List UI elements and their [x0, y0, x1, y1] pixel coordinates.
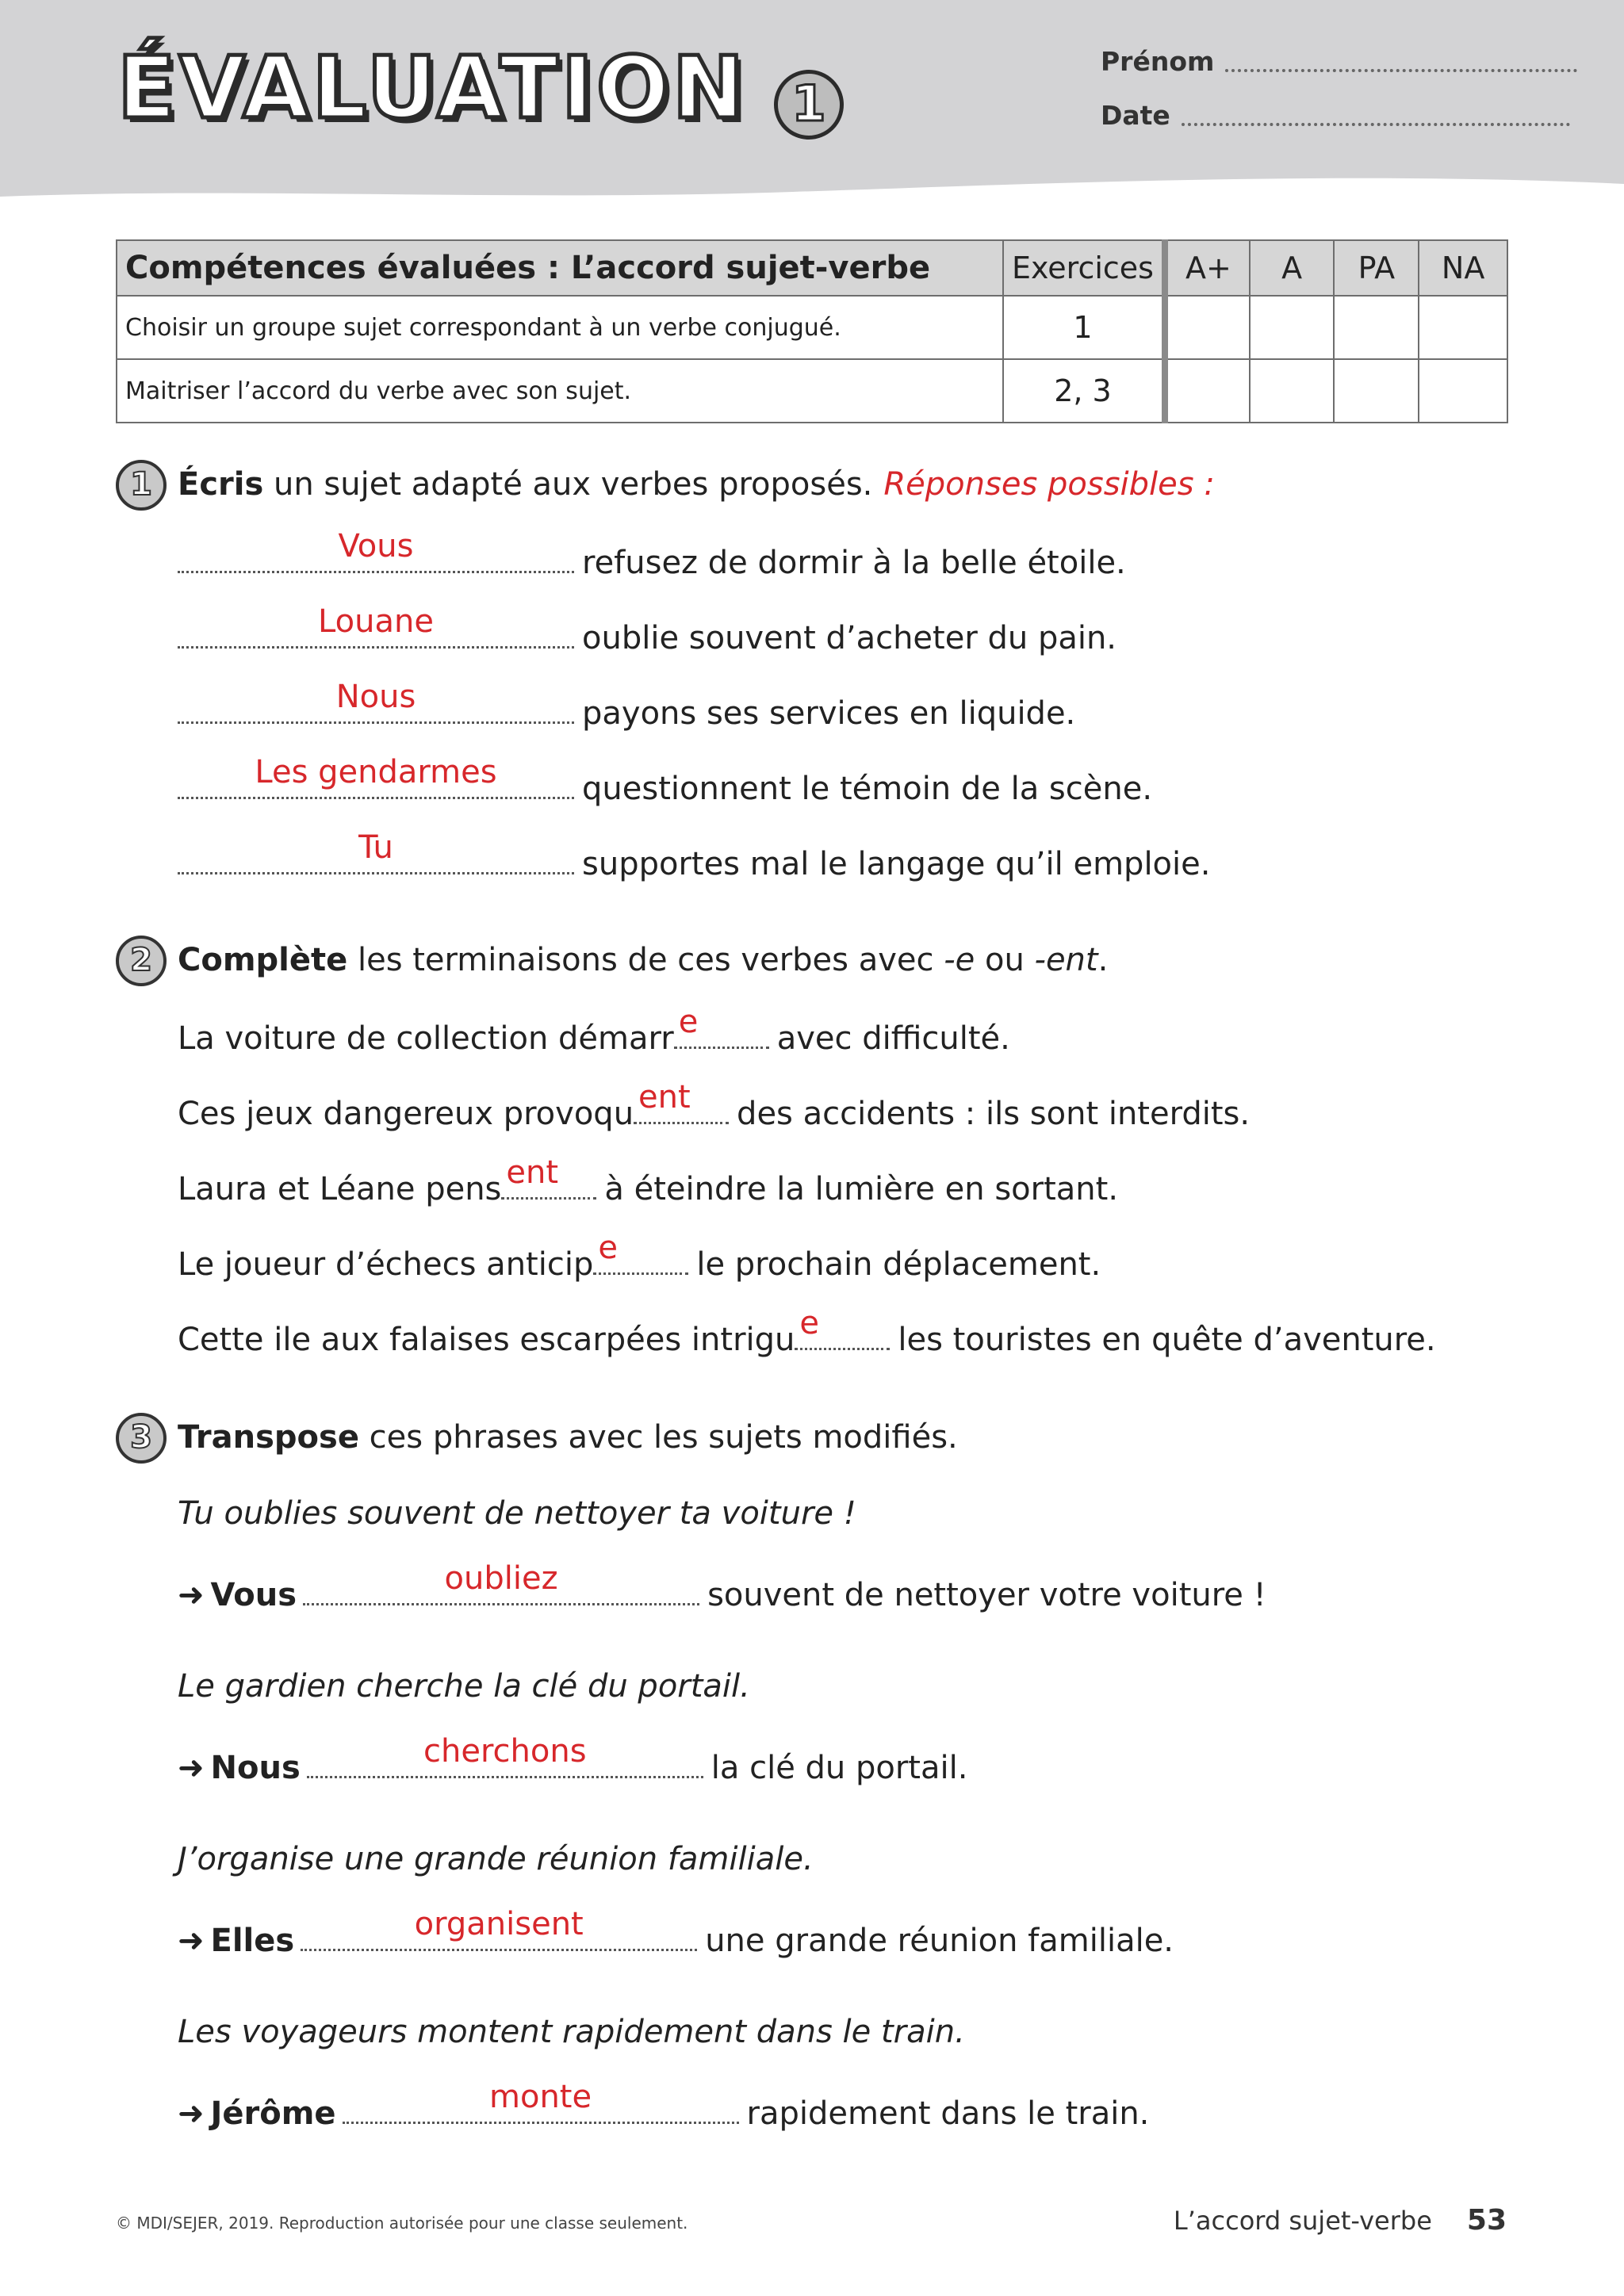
exercise-1-item	[178, 829, 1211, 882]
original-sentence: Les voyageurs montent rapidement dans le train.	[178, 2014, 965, 2050]
original-sentence: Le gardien cherche la clé du portail.	[178, 1668, 750, 1705]
exercise-2-item	[178, 1154, 1119, 1207]
answer-text: monte	[489, 2079, 592, 2115]
arrow-icon: ➜	[178, 2095, 205, 2132]
answer-blank[interactable]	[178, 603, 574, 649]
answer-text: Vous	[338, 528, 414, 564]
sentence-rest: le prochain déplacement.	[696, 1246, 1101, 1283]
ending-answer: ent	[506, 1154, 559, 1191]
option-ent: -ent	[1034, 942, 1098, 978]
ending-blank[interactable]	[674, 1004, 769, 1049]
exercise-1-item	[178, 754, 1153, 807]
level-cell[interactable]	[1334, 359, 1419, 423]
ending-answer: ent	[638, 1079, 691, 1115]
sentence-rest: oublie souvent d’acheter du pain.	[582, 620, 1117, 656]
evaluation-number-badge: 1	[774, 70, 844, 140]
answer-text: cherchons	[423, 1733, 587, 1770]
answer-blank[interactable]	[178, 829, 574, 874]
answer-text: organisent	[414, 1906, 584, 1942]
level-cell[interactable]	[1419, 359, 1507, 423]
exercise-2-item	[178, 1230, 1101, 1283]
exercise-2-text: les terminaisons de ces verbes avec	[347, 942, 944, 978]
exercise-3-item	[178, 1560, 1266, 1613]
exercise-2-keyword: Complète	[178, 942, 348, 978]
competence-skill: Choisir un groupe sujet correspondant à un verbe conjugué.	[117, 296, 1003, 359]
answer-blank[interactable]	[178, 754, 574, 799]
copyright: © MDI/SEJER, 2019. Reproduction autorisée pour une classe seulement.	[116, 2214, 688, 2233]
ending-blank[interactable]	[501, 1154, 596, 1200]
sentence-rest: avec difficulté.	[776, 1020, 1010, 1057]
sentence-rest: une grande réunion familiale.	[705, 1923, 1174, 1959]
ending-answer: e	[598, 1230, 618, 1266]
date-label: Date	[1101, 100, 1170, 131]
new-subject: Elles	[210, 1923, 295, 1959]
answer-text: Tu	[358, 829, 393, 866]
answer-text: oubliez	[444, 1560, 558, 1597]
sentence-rest: refusez de dormir à la belle étoile.	[582, 545, 1126, 581]
verb-stem: Ces jeux dangereux provoqu	[178, 1096, 634, 1132]
answer-text: Nous	[335, 679, 416, 715]
exercices-header: Exercices	[1003, 240, 1165, 296]
date-blank[interactable]	[1182, 123, 1570, 126]
sentence-rest: des accidents : ils sont interdits.	[737, 1096, 1251, 1132]
level-cell[interactable]	[1334, 296, 1419, 359]
competence-row	[117, 296, 1507, 359]
arrow-icon: ➜	[178, 1577, 205, 1613]
ending-answer: e	[799, 1305, 819, 1341]
exercise-3-keyword: Transpose	[178, 1419, 359, 1456]
exercise-2-or: ou	[975, 942, 1035, 978]
exercise-2-end: .	[1097, 942, 1109, 978]
verb-stem: La voiture de collection démarr	[178, 1020, 674, 1057]
prenom-blank[interactable]	[1225, 69, 1577, 72]
verb-stem: Laura et Léane pens	[178, 1171, 502, 1207]
verb-stem: Cette ile aux falaises escarpées intrigu	[178, 1322, 795, 1358]
level-pa-header: PA	[1334, 240, 1419, 296]
sentence-rest: la clé du portail.	[710, 1750, 968, 1786]
exercise-3-instruction	[178, 1419, 958, 1456]
level-na-header: NA	[1419, 240, 1507, 296]
exercise-3-text: ces phrases avec les sujets modifiés.	[358, 1419, 958, 1456]
competence-exercices: 1	[1003, 296, 1165, 359]
exercise-1-item	[178, 603, 1117, 656]
section-name: L’accord sujet-verbe	[1173, 2206, 1432, 2236]
sentence-rest: questionnent le témoin de la scène.	[582, 771, 1153, 807]
arrow-icon: ➜	[178, 1750, 205, 1786]
level-cell[interactable]	[1165, 296, 1250, 359]
sentence-rest: payons ses services en liquide.	[582, 695, 1076, 732]
ending-blank[interactable]	[634, 1079, 729, 1124]
sentence-rest: à éteindre la lumière en sortant.	[604, 1171, 1119, 1207]
option-e: -e	[944, 942, 975, 978]
prenom-field[interactable]	[1101, 46, 1577, 77]
level-cell[interactable]	[1165, 359, 1250, 423]
exercise-3-badge: 3	[116, 1413, 167, 1464]
competence-skill: Maitriser l’accord du verbe avec son sujet.	[117, 359, 1003, 423]
answer-blank[interactable]	[307, 1733, 703, 1778]
exercise-2-instruction	[178, 942, 1108, 978]
answer-text: Louane	[318, 603, 434, 640]
new-subject: Jérôme	[210, 2095, 336, 2132]
original-sentence: Tu oublies souvent de nettoyer ta voiture !	[178, 1495, 856, 1532]
verb-stem: Le joueur d’échecs anticip	[178, 1246, 594, 1283]
answer-blank[interactable]	[178, 679, 574, 724]
exercise-1-badge: 1	[116, 460, 167, 511]
competences-table	[116, 239, 1508, 423]
page-footer	[1174, 2204, 1507, 2237]
page-title: ÉVALUATION	[117, 39, 748, 138]
prenom-label: Prénom	[1101, 46, 1215, 77]
answer-blank[interactable]	[343, 2079, 739, 2124]
page-number: 53	[1466, 2204, 1507, 2237]
sentence-rest: les touristes en quête d’aventure.	[898, 1322, 1436, 1358]
competences-title: Compétences évaluées : L’accord sujet-verbe	[117, 240, 1003, 296]
ending-blank[interactable]	[795, 1305, 890, 1350]
exercise-3-item	[178, 2079, 1150, 2132]
original-sentence: J’organise une grande réunion familiale.	[178, 1841, 814, 1877]
answer-blank[interactable]	[303, 1560, 699, 1605]
level-cell[interactable]	[1250, 359, 1335, 423]
level-a-header: A	[1250, 240, 1335, 296]
sentence-rest: souvent de nettoyer votre voiture !	[707, 1577, 1266, 1613]
exercise-2-item	[178, 1004, 1010, 1057]
exercise-3-item	[178, 1906, 1174, 1959]
level-cell[interactable]	[1419, 296, 1507, 359]
exercise-2-item	[178, 1079, 1251, 1132]
ending-answer: e	[678, 1004, 699, 1040]
exercise-2-item	[178, 1305, 1436, 1358]
level-a-plus-header: A+	[1165, 240, 1250, 296]
sentence-rest: supportes mal le langage qu’il emploie.	[582, 846, 1211, 882]
level-cell[interactable]	[1250, 296, 1335, 359]
new-subject: Vous	[210, 1577, 297, 1613]
exercise-1-instruction	[178, 466, 1215, 503]
competence-row	[117, 359, 1507, 423]
exercise-3-item	[178, 1733, 968, 1786]
ending-blank[interactable]	[593, 1230, 688, 1275]
arrow-icon: ➜	[178, 1923, 205, 1959]
new-subject: Nous	[210, 1750, 301, 1786]
competences-header-row	[117, 240, 1507, 296]
exercise-1-text: un sujet adapté aux verbes proposés.	[263, 466, 873, 503]
exercise-1-note: Réponses possibles :	[883, 466, 1215, 503]
answer-blank[interactable]	[301, 1906, 697, 1951]
date-field[interactable]	[1101, 100, 1570, 131]
answer-text: Les gendarmes	[255, 754, 497, 790]
answer-blank[interactable]	[178, 528, 574, 573]
exercise-1-item	[178, 679, 1076, 732]
exercise-1-item	[178, 528, 1126, 581]
exercise-2-badge: 2	[116, 936, 167, 986]
competence-exercices: 2, 3	[1003, 359, 1165, 423]
sentence-rest: rapidement dans le train.	[746, 2095, 1150, 2132]
exercise-1-keyword: Écris	[178, 466, 264, 503]
